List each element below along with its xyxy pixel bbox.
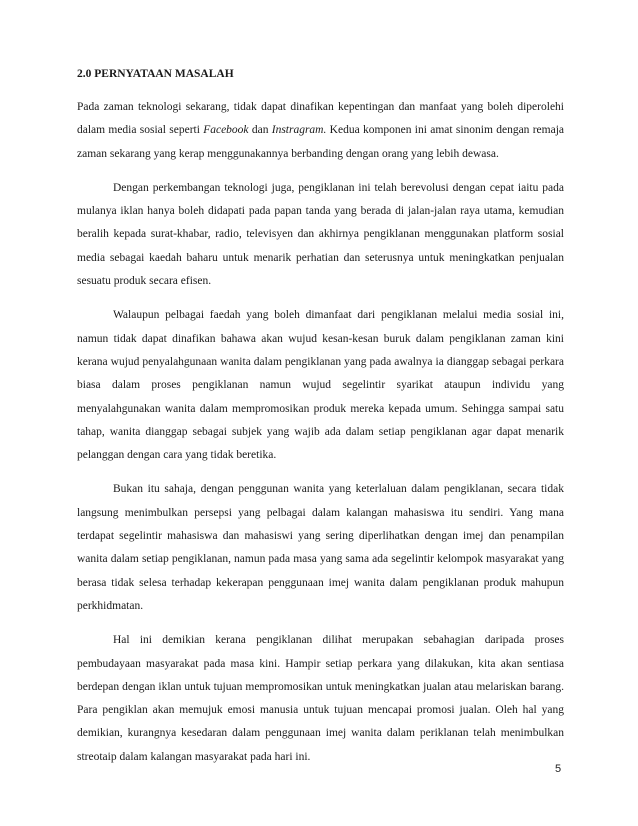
paragraph-1-text-before: Pada zaman teknologi sekarang, tidak dapat dinafikan kepentingan dan manfaat yang boleh diperolehi dalam media sosial seperti — [77, 101, 564, 137]
paragraph-1 — [77, 96, 564, 166]
paragraph-2: Dengan perkembangan teknologi juga, pengiklanan ini telah berevolusi dengan cepat iaitu pada mulanya iklan hanya boleh didapati pada papan tanda yang berada di jalan-jalan raya utama, kemudian beralih kepada surat-khabar, radio, televisyen dan akhirnya pengiklanan menggunakan platform sosial media sebagai kaedah baharu untuk menarik perhatian dan seterusnya untuk meningkatkan penjualan sesuatu produk secara efisen. — [77, 181, 564, 288]
page-number: 5 — [555, 763, 562, 775]
paragraph-4: Bukan itu sahaja, dengan penggunan wanita yang keterlaluan dalam pengiklanan, secara tidak langsung menimbulkan persepsi yang pelbagai dalam kalangan mahasiswa itu sendiri. Yang mana terdapat segelintir mahasiswa dan mahasiswi yang sering diperlihatkan dengan imej dan penampilan wanita dalam setiap pengiklanan, namun pada masa yang sama ada segelintir kelompok masyarakat yang berasa tidak selesa terhadap kekerapan penggunaan imej wanita dalam pengiklanan produk mahupun perkhidmatan. — [77, 483, 564, 612]
paragraph-1-italic-facebook: Facebook — [203, 124, 249, 137]
paragraph-1-text-after: Kedua komponen ini amat sinonim dengan remaja zaman sekarang yang kerap menggunakannya berbanding dengan orang yang lebih dewasa. — [77, 124, 564, 160]
paragraph-1-italic-instragram: Instragram. — [271, 124, 327, 137]
document-body — [77, 64, 564, 780]
paragraph-5: Hal ini demikian kerana pengiklanan dilihat merupakan sebahagian daripada proses pembudayaan masyarakat pada masa kini. Hampir setiap perkara yang dilakukan, kita akan sentiasa berdepan dengan iklan untuk tujuan mempromosikan untuk meningkatkan jualan atau melariskan barang. Para pengiklan akan memujuk emosi manusia untuk tujuan mencapai promosi jualan. Oleh hal yang demikian, kurangnya kesedaran dalam penggunaan imej wanita dalam periklanan telah menimbulkan streotaip dalam kalangan masyarakat pada hari ini. — [77, 634, 564, 763]
paragraph-3: Walaupun pelbagai faedah yang boleh dimanfaat dari pengiklanan melalui media sosial ini, namun tidak dapat dinafikan bahawa akan wujud kesan-kesan buruk dalam pengiklanan zaman kini kerana wujud penyalahgunaan wanita dalam pengiklanan yang pada awalnya ia dianggap sebagai perkara biasa dalam proses pengiklanan namun wujud segelintir syarikat ataupun individu yang menyalahgunakan wanita dalam mempromosikan produk mereka kepada umum. Sehingga sampai satu tahap, wanita dianggap sebagai subjek yang wajib ada dalam setiap pengiklanan agar dapat menarik pelanggan dengan cara yang tidak beretika. — [77, 309, 564, 462]
paragraph-1-text-middle: dan — [248, 124, 272, 137]
section-heading: 2.0 PERNYATAAN MASALAH — [77, 68, 234, 80]
